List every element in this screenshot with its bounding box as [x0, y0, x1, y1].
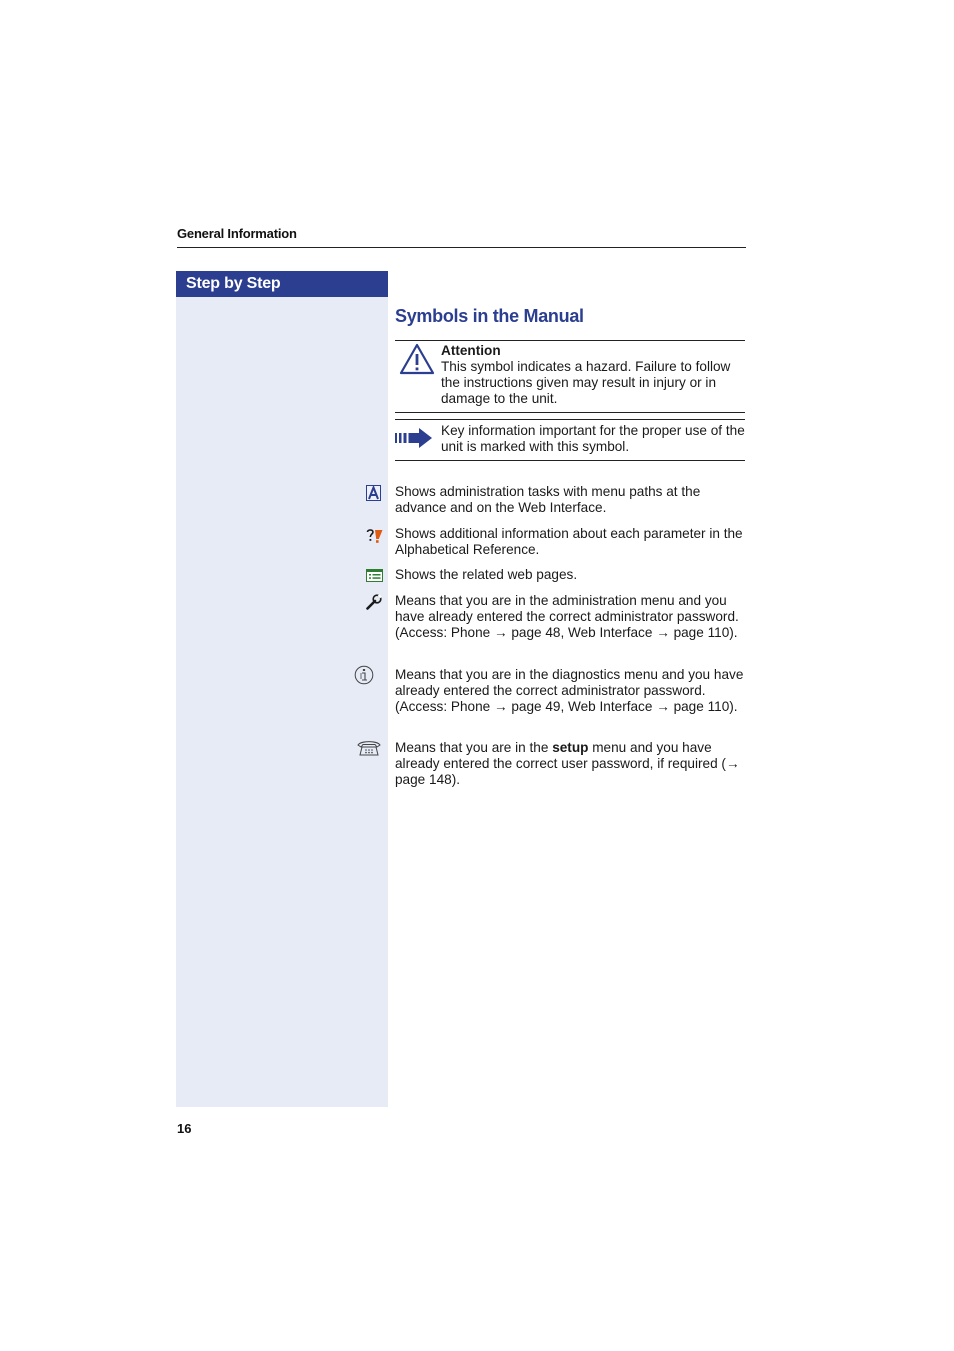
phone-icon — [357, 740, 381, 756]
arrow-icon — [395, 427, 433, 449]
note-rule-bottom — [395, 460, 745, 461]
warning-triangle-icon — [399, 343, 435, 375]
entry-diagnostics-text: Means that you are in the diagnostics menu and you have already entered the correct administrator password. (Access: Phone → page 49, Web Interface → page 110). — [395, 667, 744, 714]
page-number: 16 — [177, 1121, 192, 1136]
note-rule-middle — [395, 412, 745, 413]
entry-question-text: Shows additional information about each parameter in the Alphabetical Reference. — [395, 526, 743, 557]
question-icon — [366, 528, 383, 544]
attention-note — [441, 343, 747, 407]
section-title: Symbols in the Manual — [395, 306, 584, 326]
wrench-icon — [366, 594, 382, 610]
running-head: General Information — [177, 226, 297, 241]
entry-phone-text-before: Means that you are in the — [395, 740, 553, 755]
attention-heading: Attention — [441, 343, 501, 358]
step-by-step-bar: Step by Step — [176, 271, 388, 297]
note-rule-second — [395, 419, 745, 420]
diagnostics-icon — [354, 665, 374, 685]
entry-web-text: Shows the related web pages. — [395, 567, 578, 582]
attention-text: This symbol indicates a hazard. Failure to follow the instructions given may result in injury or in damage to the unit. — [441, 359, 731, 406]
key-info-note: Key information important for the proper use of the unit is marked with this symbol. — [441, 423, 745, 454]
admin-a-icon — [366, 485, 381, 501]
entry-phone-text-after: menu and you have already entered the correct user password, if required (→ page 148). — [395, 740, 740, 787]
entry-wrench-text: Means that you are in the administration menu and you have already entered the correct administrator password. (Access: Phone → page 48, Web Interface → page 110). — [395, 593, 739, 640]
note-rule-top — [395, 340, 745, 341]
web-page-icon — [366, 569, 383, 582]
entry-admin-text: Shows administration tasks with menu paths at the advance and on the Web Interface. — [395, 484, 701, 515]
setup-keyword: setup — [552, 740, 589, 755]
step-by-step-column — [176, 271, 388, 1107]
entry-phone-text — [395, 740, 750, 788]
header-rule — [177, 247, 746, 248]
